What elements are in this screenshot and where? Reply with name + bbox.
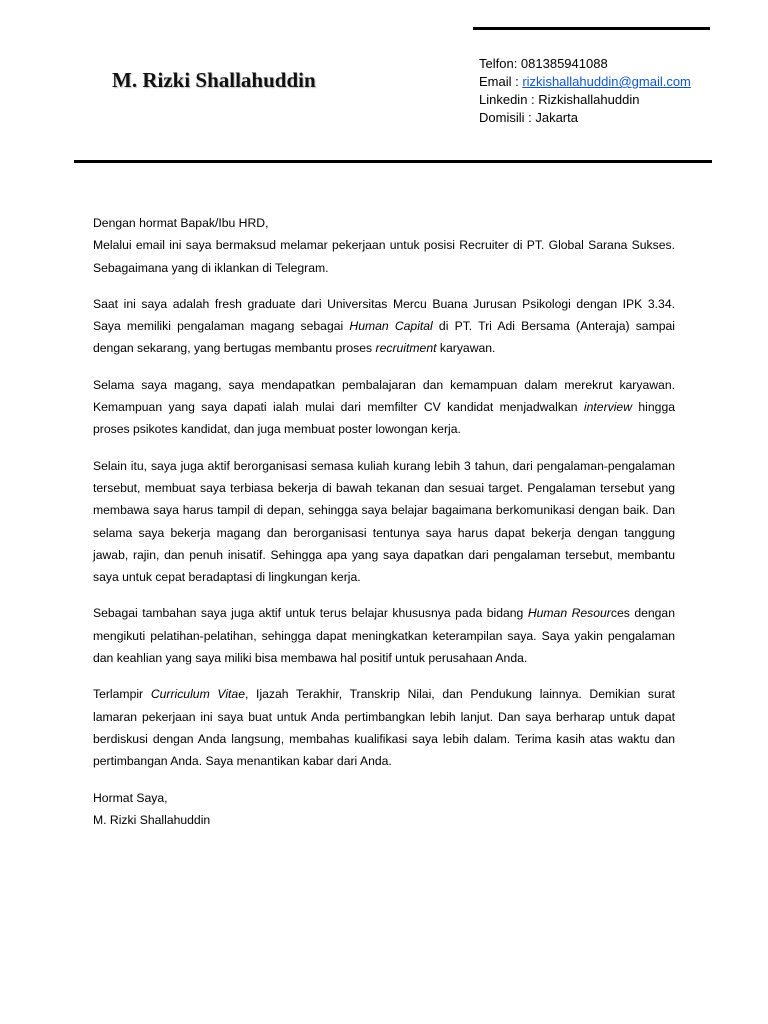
contact-block — [479, 55, 691, 127]
email-link[interactable]: rizkishallahuddin@gmail.com — [522, 74, 691, 89]
paragraph-6 — [93, 683, 675, 772]
paragraph-3 — [93, 374, 675, 441]
paragraph-1: Melalui email ini saya bermaksud melamar pekerjaan untuk posisi Recruiter di PT. Global Sarana Sukses. Sebagaimana yang di iklankan di Telegram. — [93, 238, 675, 275]
paragraph-2-emphasis-2: recruitment — [375, 341, 437, 356]
paragraph-3-text-b: hingga proses psikotes kandidat, dan juga membuat poster lowongan kerja. — [93, 400, 675, 437]
closing: Hormat Saya, — [93, 790, 168, 805]
domicile-line: Domisili : Jakarta — [479, 110, 578, 125]
paragraph-2-text-a: Saat ini saya adalah fresh graduate dari Universitas Mercu Buana Jurusan Psikologi dengan IPK 3.34. Saya memiliki pengalaman magang sebagai — [93, 296, 675, 334]
paragraph-5 — [93, 602, 675, 669]
linkedin-line: Linkedin : Rizkishallahuddin — [479, 92, 640, 107]
paragraph-2-text-b: di PT. Tri Adi Bersama (Anteraja) sampai dengan sekarang, yang bertugas membantu proses — [93, 319, 675, 356]
paragraph-5-text-a: Sebagai tambahan saya juga aktif untuk terus belajar khususnya pada bidang — [93, 606, 528, 621]
applicant-name: M. Rizki Shallahuddin — [112, 68, 316, 92]
top-divider — [473, 27, 710, 30]
paragraph-3-emphasis: interview — [583, 400, 633, 415]
signature: M. Rizki Shallahuddin — [93, 812, 211, 827]
email-label: Email : — [479, 74, 523, 89]
paragraph-4: Selain itu, saya juga aktif berorganisasi semasa kuliah kurang lebih 3 tahun, dari pengalaman-pengalaman tersebut, membuat saya terbiasa bekerja di bawah tekanan dan sesuai target. Pengalaman tersebut yang membawa saya harus tampil di depan, sehingga saya belajar bagaimana berkomunikasi dengan baik. Dan selama saya bekerja magang dan berorganisasi tentunya saya harus dapat bekerja dengan tanggung jawab, rajin, dan penuh inisatif. Sehingga apa yang saya dapatkan dari pengalaman tersebut, membantu saya untuk cepat beradaptasi di lingkungan kerja. — [93, 458, 675, 585]
paragraph-6-text-a: Terlampir — [93, 687, 151, 702]
letter-body — [93, 212, 675, 831]
paragraph-2-text-c: karyawan. — [436, 341, 496, 356]
email-line — [479, 73, 691, 91]
paragraph-2 — [93, 293, 675, 360]
paragraph-5-emphasis: Human Resour — [527, 606, 611, 621]
paragraph-2-emphasis-1: Human Capital — [349, 319, 433, 334]
paragraph-6-emphasis: Curriculum Vitae — [150, 687, 245, 702]
greeting: Dengan hormat Bapak/Ibu HRD, — [93, 216, 269, 230]
paragraph-6-text-b: , Ijazah Terakhir, Transkrip Nilai, dan Pendukung lainnya. Demikian surat lamaran pekerjaan ini saya buat untuk Anda pertimbangkan lebih lanjut. Dan saya berharap untuk dapat berdiskusi dengan Anda langsung, membahas kualifikasi saya lebih dalam. Terima kasih atas waktu dan pertimbangan Anda. Saya menantikan kabar dari Anda. — [93, 687, 676, 769]
paragraph-3-text-a: Selama saya magang, saya mendapatkan pembalajaran dan kemampuan dalam merekrut karyawan. Kemampuan yang saya dapati ialah mulai dari memfilter CV kandidat menjadwalkan — [93, 377, 675, 415]
paragraph-5-text-b: ces dengan mengikuti pelatihan-pelatihan, sehingga dapat meningkatkan keterampilan saya. Saya yakin pengalaman dan keahlian yang saya miliki bisa membawa hal positif untuk perusahaan Anda. — [93, 606, 675, 666]
phone-line: Telfon: 081385941088 — [479, 56, 608, 71]
header-divider — [74, 160, 712, 163]
